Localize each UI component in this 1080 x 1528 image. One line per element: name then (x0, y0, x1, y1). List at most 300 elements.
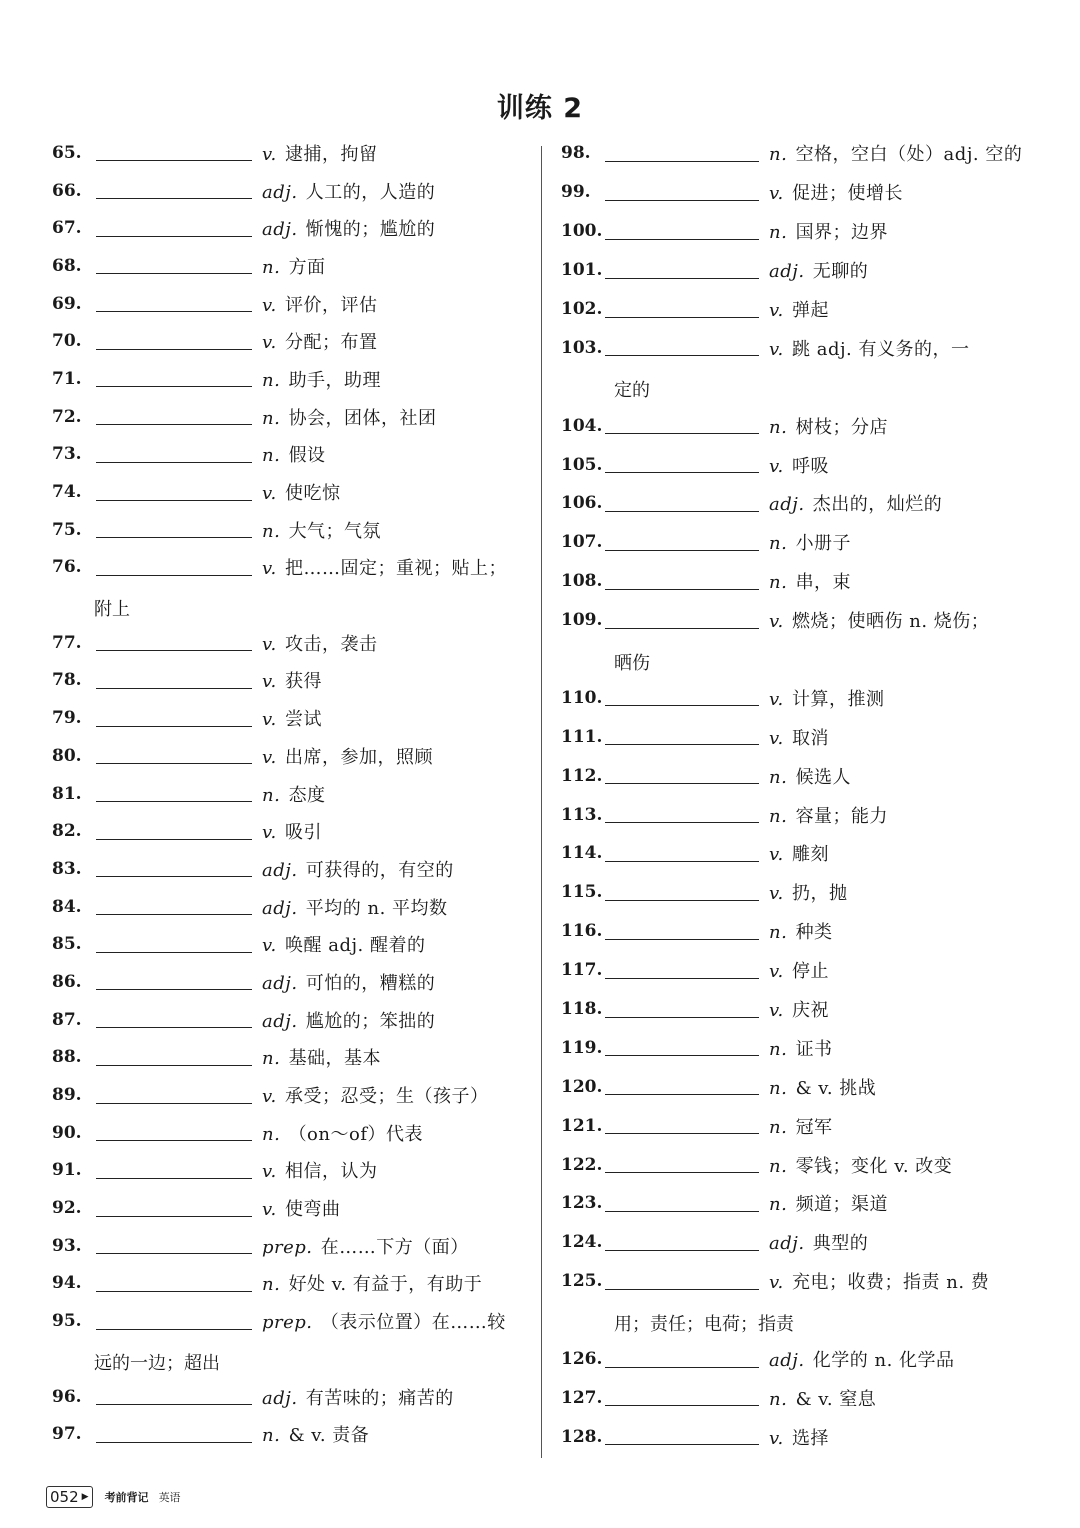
entry-definition (769, 490, 942, 516)
entry-line (561, 951, 1036, 990)
vocab-entry (561, 1223, 1036, 1262)
vocab-entry (52, 624, 530, 662)
entry-line (52, 1302, 530, 1340)
entry-definition (769, 529, 851, 555)
entry-line (561, 251, 1036, 290)
entry-number: 78. (52, 670, 82, 691)
part-of-speech: v. (262, 746, 277, 768)
part-of-speech: adj. (262, 897, 298, 919)
arrow-right-icon: ▶ (81, 1492, 89, 1502)
vocab-entry (561, 1340, 1036, 1379)
answer-blank[interactable] (605, 1117, 759, 1134)
answer-blank[interactable] (605, 223, 759, 240)
answer-blank[interactable] (605, 184, 759, 201)
meaning-text: 态度 (288, 784, 326, 806)
answer-blank[interactable] (605, 339, 759, 356)
entry-definition (769, 413, 888, 439)
entry-number: 125. (561, 1271, 603, 1292)
meaning-text: 可怕的，糟糕的 (305, 972, 436, 994)
entry-line (561, 406, 1036, 445)
vocab-entry (52, 398, 530, 436)
entry-line (52, 360, 530, 398)
vocab-entry (561, 601, 1036, 679)
meaning-text: 雕刻 (792, 844, 829, 866)
meaning-text: 假设 (288, 445, 326, 467)
vocab-entry (52, 888, 530, 926)
meaning-text: 燃烧；使晒伤 n. 烧伤； (792, 611, 990, 633)
part-of-speech: n. (262, 1048, 281, 1070)
part-of-speech: n. (262, 256, 281, 278)
entry-number: 112. (561, 765, 603, 786)
entry-line (52, 662, 530, 700)
meaning-text: 弹起 (792, 300, 829, 321)
answer-blank[interactable] (605, 767, 759, 784)
part-of-speech: v. (769, 688, 784, 710)
answer-blank[interactable] (96, 257, 252, 274)
part-of-speech: adj. (769, 1350, 805, 1372)
answer-blank[interactable] (605, 1078, 759, 1095)
entry-definition (262, 140, 378, 166)
entry-number: 107. (561, 532, 603, 553)
entry-line (52, 172, 530, 210)
answer-blank[interactable] (605, 1428, 759, 1445)
answer-blank[interactable] (96, 936, 252, 953)
answer-blank[interactable] (605, 962, 759, 979)
answer-blank[interactable] (605, 1156, 759, 1173)
answer-blank[interactable] (96, 182, 252, 199)
part-of-speech: v. (262, 1086, 277, 1108)
entry-number: 98. (561, 143, 591, 164)
entry-line (52, 1039, 530, 1077)
entry-number: 118. (561, 999, 603, 1020)
entry-line (52, 285, 530, 323)
entry-line (561, 523, 1036, 562)
entry-line (561, 756, 1036, 795)
meaning-text: 尝试 (285, 709, 322, 731)
meaning-text: 基础，基本 (288, 1048, 382, 1070)
answer-blank[interactable] (605, 728, 759, 745)
meaning-text: 人工的，人造的 (305, 181, 436, 203)
answer-blank[interactable] (605, 1351, 759, 1368)
meaning-text: 化学的 n. 化学品 (812, 1350, 955, 1372)
answer-blank[interactable] (605, 456, 759, 473)
answer-blank[interactable] (605, 1001, 759, 1018)
vocab-entry (52, 1039, 530, 1077)
meaning-text: 相信，认为 (285, 1161, 378, 1183)
entry-definition (769, 879, 848, 905)
meaning-text: 国界；边界 (795, 222, 889, 244)
entry-line (561, 1184, 1036, 1223)
part-of-speech: v. (262, 1161, 277, 1183)
meaning-text: & v. 挑战 (795, 1077, 877, 1099)
vocab-entry (52, 1152, 530, 1190)
entry-line (52, 1415, 530, 1453)
vocab-entry (561, 912, 1036, 951)
entry-definition (262, 856, 454, 882)
answer-blank[interactable] (605, 417, 759, 434)
part-of-speech: v. (769, 1272, 784, 1294)
vocab-entry (561, 990, 1036, 1029)
entry-definition (769, 218, 888, 244)
entry-number: 96. (52, 1386, 82, 1407)
meaning-text: & v. 责备 (288, 1425, 370, 1447)
answer-blank[interactable] (605, 923, 759, 940)
entry-definition (262, 931, 426, 957)
meaning-text: 使吃惊 (285, 483, 341, 505)
entry-number: 124. (561, 1232, 603, 1253)
entry-line (52, 850, 530, 888)
meaning-text: （表示位置）在……较 (320, 1312, 506, 1334)
entry-definition (262, 1044, 381, 1070)
entry-number: 102. (561, 299, 603, 319)
part-of-speech: n. (769, 805, 788, 827)
answer-blank[interactable] (96, 1275, 252, 1292)
entry-number: 91. (52, 1160, 82, 1181)
part-of-speech: n. (769, 922, 788, 944)
meaning-text: & v. 窒息 (795, 1388, 877, 1410)
answer-blank[interactable] (605, 301, 759, 318)
entry-line (52, 1227, 530, 1265)
entry-number: 115. (561, 882, 603, 903)
answer-blank[interactable] (605, 495, 759, 512)
answer-blank[interactable] (605, 262, 759, 279)
entry-definition (769, 1113, 833, 1139)
vocab-entry (561, 173, 1036, 212)
answer-blank[interactable] (605, 612, 759, 629)
entry-line (52, 1114, 530, 1152)
entry-number: 120. (561, 1076, 603, 1097)
vocab-entry (52, 963, 530, 1001)
vocab-entry (561, 523, 1036, 562)
entry-number: 95. (52, 1311, 82, 1332)
entry-line (52, 398, 530, 436)
entry-line (561, 834, 1036, 873)
entry-number: 76. (52, 557, 82, 578)
part-of-speech: v. (769, 844, 784, 866)
answer-blank[interactable] (605, 573, 759, 590)
part-of-speech: adj. (262, 859, 298, 881)
answer-blank[interactable] (96, 898, 252, 915)
entry-definition (769, 957, 829, 983)
answer-blank[interactable] (605, 884, 759, 901)
meaning-text: 在……下方（面） (320, 1236, 469, 1258)
vocab-entry (52, 322, 530, 360)
entry-number: 67. (52, 218, 82, 239)
part-of-speech: adj. (262, 1010, 298, 1032)
entry-number: 79. (52, 708, 82, 729)
entry-line (52, 1076, 530, 1114)
entry-number: 113. (561, 804, 603, 825)
answer-blank[interactable] (96, 672, 252, 689)
meaning-text: 呼吸 (792, 455, 829, 477)
entry-number: 108. (561, 571, 603, 592)
entry-definition (769, 802, 888, 828)
meaning-text: 出席，参加，照顾 (285, 746, 433, 768)
entry-definition (262, 743, 433, 769)
entry-definition (262, 630, 378, 656)
entry-number: 73. (52, 444, 82, 465)
entry-definition (262, 1384, 454, 1410)
meaning-text: 串，束 (795, 572, 852, 594)
vocab-entry (52, 1265, 530, 1303)
vocab-entry (52, 925, 530, 963)
entry-line (52, 549, 530, 587)
answer-blank[interactable] (96, 1200, 252, 1217)
part-of-speech: v. (769, 455, 784, 477)
vocab-entry (561, 756, 1036, 795)
entry-definition (262, 818, 322, 844)
part-of-speech: adj. (262, 219, 298, 241)
answer-blank[interactable] (605, 1234, 759, 1251)
entry-definition (769, 1424, 829, 1450)
vocab-entry (52, 1302, 530, 1377)
entry-number: 93. (52, 1235, 82, 1256)
part-of-speech: adj. (769, 1233, 805, 1255)
entry-line (52, 812, 530, 850)
answer-blank[interactable] (605, 145, 759, 162)
entry-line (561, 1340, 1036, 1379)
entry-number: 123. (561, 1193, 603, 1214)
entry-number: 109. (561, 610, 603, 631)
vocab-entry (561, 795, 1036, 834)
definition-continuation: 远的一边；超出 (94, 1353, 220, 1374)
meaning-text: 充电；收费；指责 n. 费 (792, 1272, 990, 1294)
page-title: 训练 2 (496, 93, 584, 124)
answer-blank[interactable] (96, 785, 252, 802)
entry-line (52, 436, 530, 474)
meaning-text: 停止 (792, 961, 829, 983)
entry-definition (262, 404, 437, 430)
entry-line (561, 1067, 1036, 1106)
entry-number: 105. (561, 454, 603, 475)
meaning-text: 吸引 (285, 822, 322, 844)
entry-definition (769, 335, 970, 361)
part-of-speech: v. (769, 183, 784, 205)
entry-line (52, 1189, 530, 1227)
vocab-entry (52, 1415, 530, 1453)
vocab-entry (52, 812, 530, 850)
entry-number: 100. (561, 221, 603, 242)
entry-definition (769, 724, 829, 750)
entry-number: 82. (52, 821, 82, 842)
answer-blank[interactable] (96, 1124, 252, 1141)
meaning-text: 取消 (792, 727, 829, 749)
vocab-entry (561, 951, 1036, 990)
entry-number: 126. (561, 1349, 603, 1370)
meaning-text: 分配；布置 (285, 332, 378, 354)
meaning-text: 树枝；分店 (795, 416, 889, 438)
entry-line (52, 624, 530, 662)
entry-definition (769, 1268, 989, 1294)
answer-blank[interactable] (605, 845, 759, 862)
answer-blank[interactable] (96, 1388, 252, 1405)
answer-blank[interactable] (96, 860, 252, 877)
vocab-entry (561, 328, 1036, 406)
entry-line (52, 473, 530, 511)
part-of-speech: v. (769, 1000, 784, 1022)
entry-line (52, 511, 530, 549)
meaning-text: 选择 (792, 1427, 829, 1449)
part-of-speech: v. (262, 671, 277, 693)
entry-line (52, 1001, 530, 1039)
part-of-speech: n. (769, 222, 788, 244)
answer-blank[interactable] (96, 973, 252, 990)
answer-blank[interactable] (96, 484, 252, 501)
answer-blank[interactable] (605, 1195, 759, 1212)
entry-number: 89. (52, 1085, 82, 1106)
vocab-entry (52, 850, 530, 888)
vocab-entry (52, 1227, 530, 1265)
vocab-entry (561, 1262, 1036, 1340)
entry-number: 94. (52, 1273, 82, 1294)
answer-blank[interactable] (96, 747, 252, 764)
vocab-entry (52, 1378, 530, 1416)
entry-number: 110. (561, 687, 603, 708)
meaning-text: 有苦味的；痛苦的 (305, 1387, 454, 1409)
answer-blank[interactable] (605, 689, 759, 706)
answer-blank[interactable] (605, 806, 759, 823)
entry-definition (769, 1152, 952, 1178)
entry-definition (262, 1195, 341, 1221)
part-of-speech: v. (262, 558, 277, 580)
meaning-text: 证书 (795, 1038, 833, 1060)
answer-blank[interactable] (96, 823, 252, 840)
part-of-speech: v. (769, 300, 784, 321)
entry-line (52, 134, 530, 172)
answer-blank[interactable] (96, 295, 252, 312)
entry-line (561, 212, 1036, 251)
vocab-entry (52, 360, 530, 398)
entry-line (561, 873, 1036, 912)
entry-line (561, 1379, 1036, 1418)
meaning-text: 跳 adj. 有义务的，一 (792, 338, 970, 360)
answer-blank[interactable] (96, 634, 252, 651)
answer-blank[interactable] (96, 1162, 252, 1179)
entry-line (52, 247, 530, 285)
entry-line (561, 328, 1036, 367)
answer-blank[interactable] (605, 1039, 759, 1056)
answer-blank[interactable] (605, 1389, 759, 1406)
entry-line (52, 1265, 530, 1303)
vocab-entry (561, 484, 1036, 523)
answer-blank[interactable] (605, 1273, 759, 1290)
entry-definition (262, 1308, 506, 1334)
answer-blank[interactable] (96, 1237, 252, 1254)
meaning-text: 唤醒 adj. 醒着的 (285, 935, 426, 957)
entry-number: 99. (561, 182, 591, 203)
entry-number: 69. (52, 293, 82, 314)
entry-definition (262, 781, 326, 807)
entry-number: 70. (52, 331, 82, 352)
part-of-speech: adj. (262, 1387, 298, 1409)
entry-definition (262, 253, 326, 279)
part-of-speech: n. (769, 1388, 788, 1410)
part-of-speech: v. (769, 1427, 784, 1449)
column-divider (541, 146, 542, 1458)
vocab-entry (52, 209, 530, 247)
answer-blank[interactable] (96, 710, 252, 727)
meaning-text: 可获得的，有空的 (305, 859, 454, 881)
vocab-entry (561, 251, 1036, 290)
meaning-text: 攻击，袭击 (285, 633, 378, 655)
answer-blank[interactable] (96, 1426, 252, 1443)
part-of-speech: v. (262, 822, 277, 844)
vocab-entry (561, 134, 1036, 173)
part-of-speech: n. (769, 766, 788, 788)
vocab-entry (52, 285, 530, 323)
part-of-speech: n. (262, 407, 281, 429)
meaning-text: 典型的 (812, 1233, 869, 1255)
answer-blank[interactable] (96, 220, 252, 237)
vocab-entry (52, 1114, 530, 1152)
definition-continuation: 定的 (614, 380, 650, 402)
entry-number: 85. (52, 934, 82, 955)
entry-definition (262, 1233, 469, 1259)
entry-definition (769, 996, 829, 1022)
answer-blank[interactable] (96, 521, 252, 538)
vocab-entry (561, 717, 1036, 756)
answer-blank[interactable] (96, 333, 252, 350)
meaning-text: 频道；渠道 (795, 1194, 889, 1216)
answer-blank[interactable] (96, 559, 252, 576)
entry-definition (262, 894, 448, 920)
answer-blank[interactable] (605, 534, 759, 551)
vocab-entry (561, 212, 1036, 251)
answer-blank[interactable] (96, 1049, 252, 1066)
answer-blank[interactable] (96, 1011, 252, 1028)
entry-line (561, 1028, 1036, 1067)
vocab-entry (561, 445, 1036, 484)
entry-number: 101. (561, 260, 603, 281)
part-of-speech: v. (769, 961, 784, 983)
entry-definition (769, 607, 989, 633)
entry-line (561, 678, 1036, 717)
entry-definition (262, 554, 507, 580)
entry-definition (262, 441, 326, 467)
entry-definition (769, 568, 851, 594)
entry-definition (262, 479, 341, 505)
meaning-text: 承受；忍受；生（孩子） (285, 1086, 489, 1108)
answer-blank[interactable] (96, 144, 252, 161)
part-of-speech: prep. (262, 1312, 313, 1334)
entry-number: 84. (52, 896, 82, 917)
meaning-text: 评价，评估 (285, 294, 378, 316)
answer-blank[interactable] (96, 446, 252, 463)
part-of-speech: n. (262, 369, 281, 391)
answer-blank[interactable] (96, 1313, 252, 1330)
entry-definition (769, 1035, 833, 1061)
answer-blank[interactable] (96, 370, 252, 387)
entry-line (561, 1223, 1036, 1262)
answer-blank[interactable] (96, 1087, 252, 1104)
entry-number: 86. (52, 971, 82, 992)
part-of-speech: n. (262, 1123, 281, 1145)
vocab-entry (52, 247, 530, 285)
entry-definition (262, 215, 435, 241)
vocab-entry (52, 134, 530, 172)
part-of-speech: n. (769, 416, 788, 438)
part-of-speech: v. (262, 294, 277, 316)
entry-definition (769, 763, 851, 789)
vocab-entry (52, 662, 530, 700)
answer-blank[interactable] (96, 408, 252, 425)
part-of-speech: n. (262, 520, 281, 542)
entry-definition (769, 685, 885, 711)
part-of-speech: n. (769, 1116, 788, 1138)
part-of-speech: adj. (262, 181, 298, 203)
meaning-text: 杰出的，灿烂的 (812, 494, 943, 516)
entry-line (561, 290, 1036, 329)
